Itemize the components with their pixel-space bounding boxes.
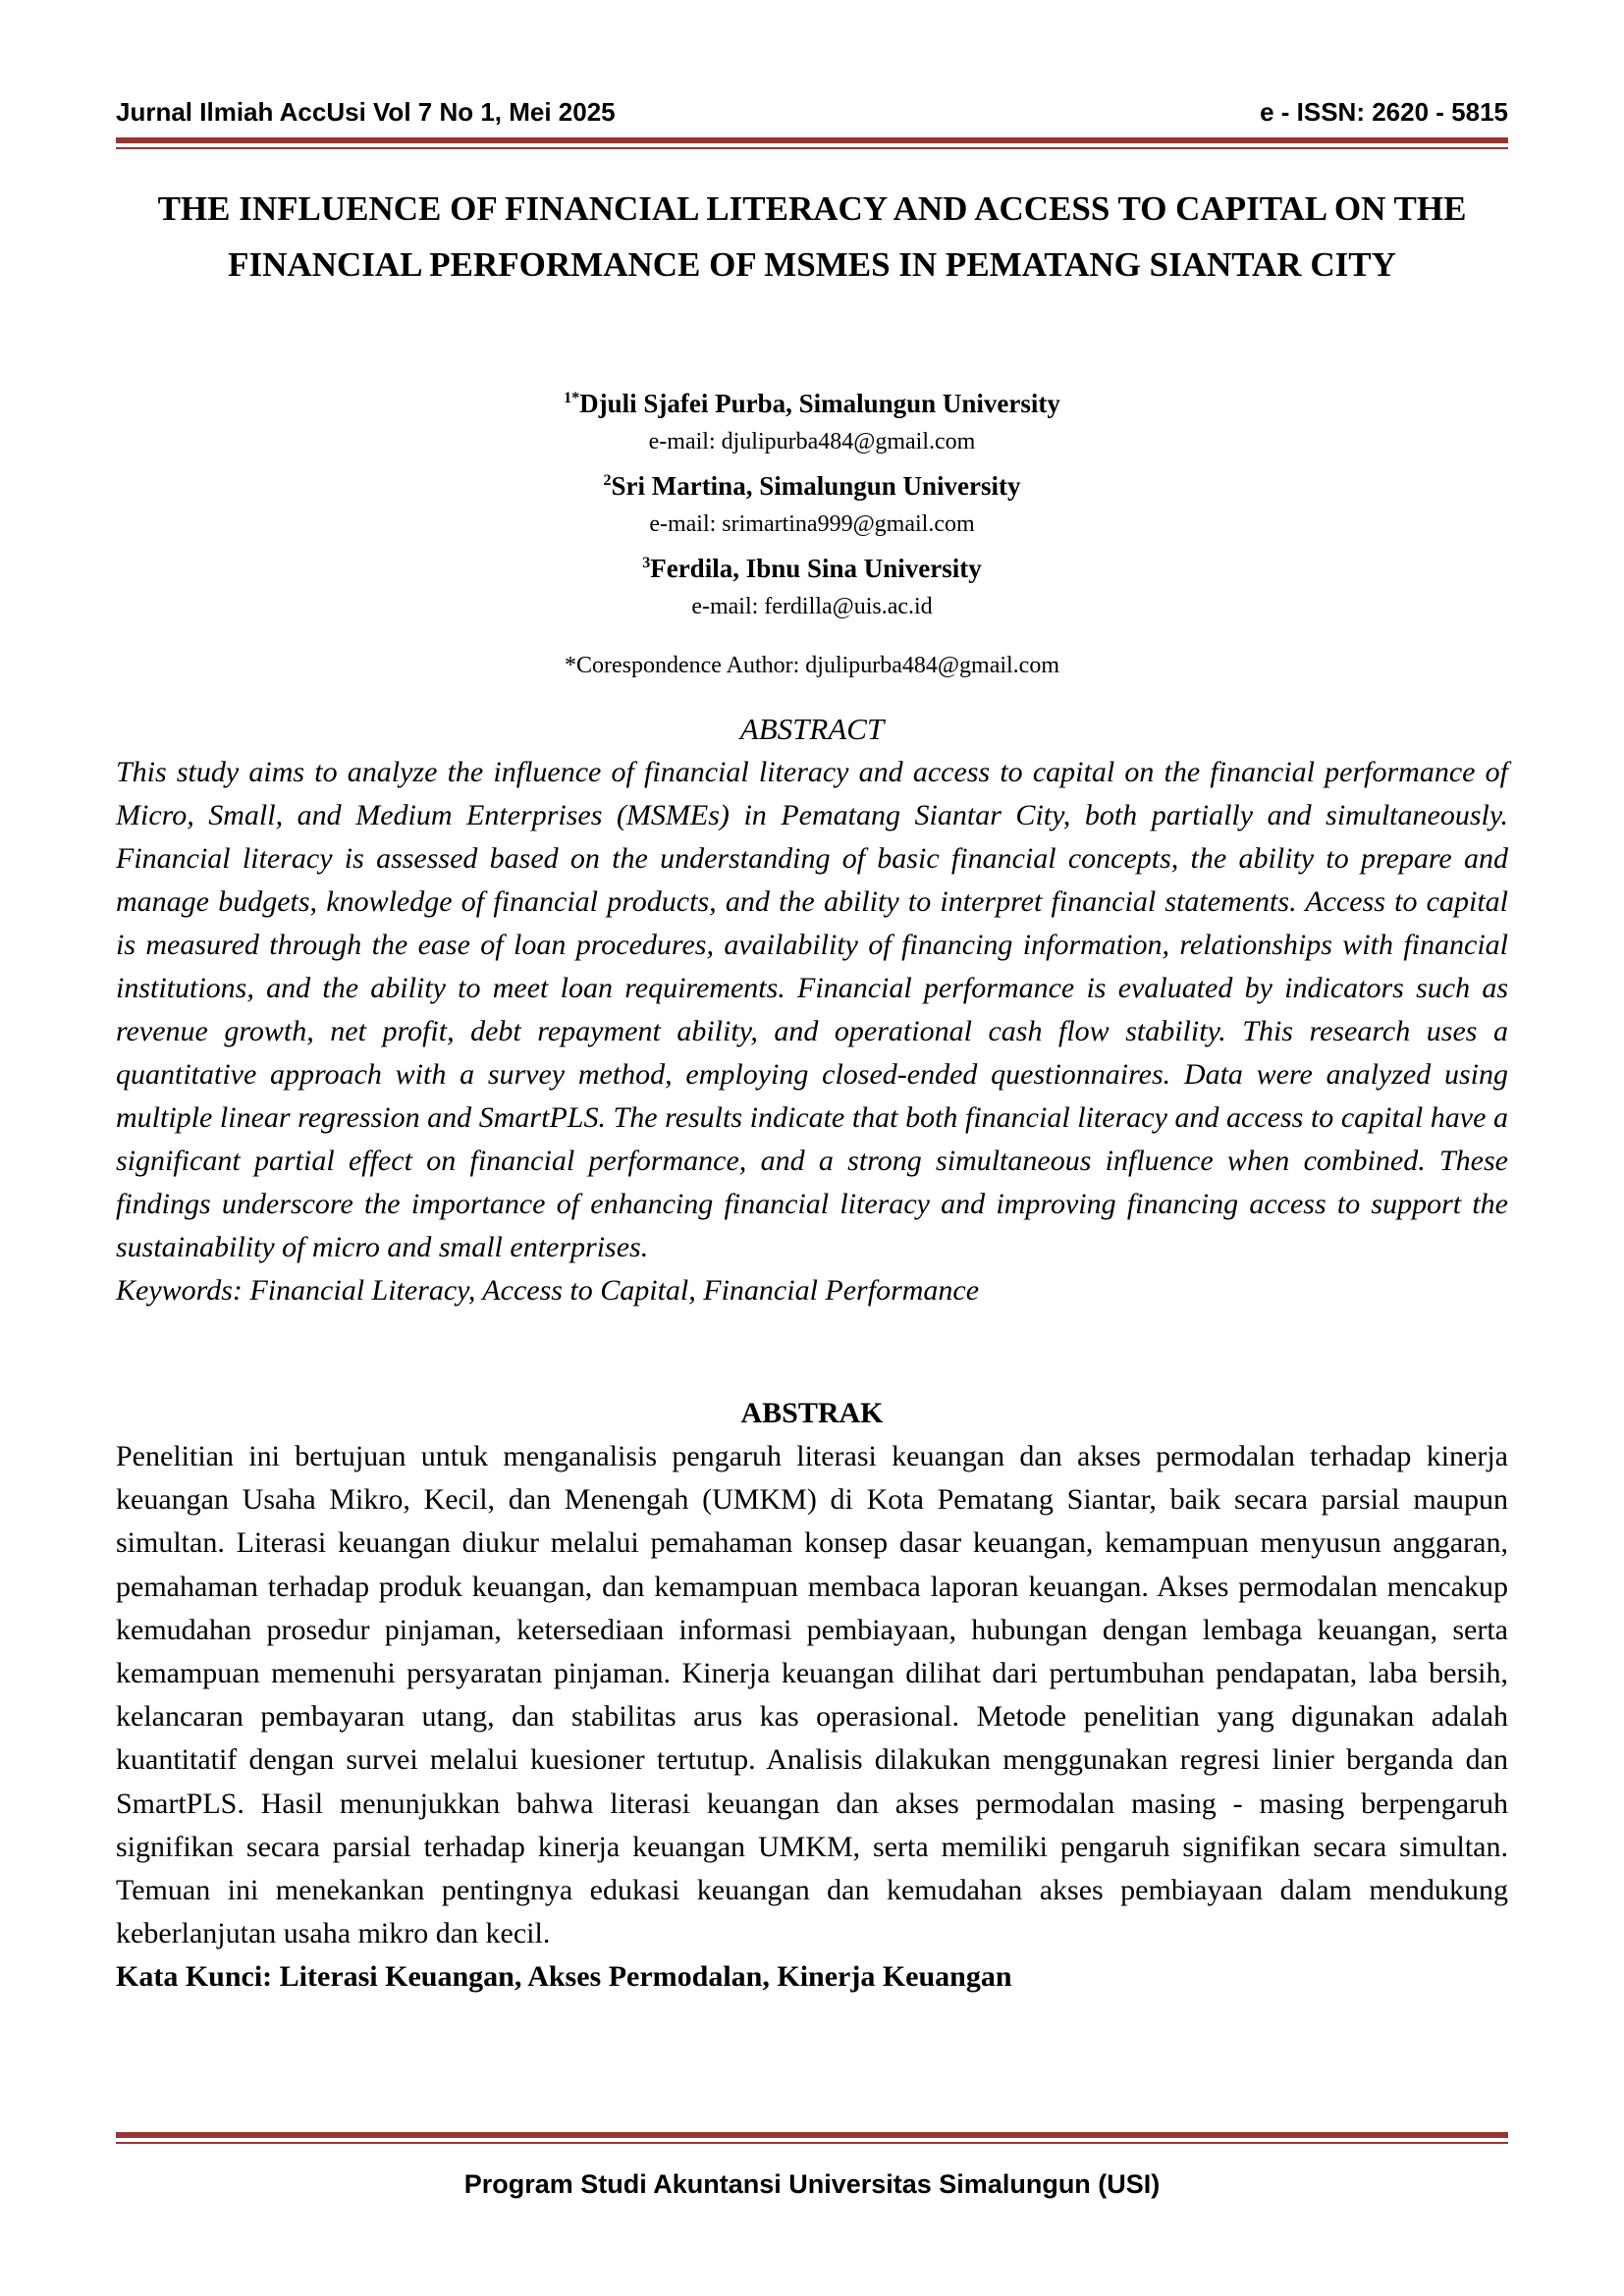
page-footer: Program Studi Akuntansi Universitas Simalungun (USI) [463, 2169, 1161, 2199]
footer-rule [116, 2132, 1508, 2138]
abstrak-keywords: Kata Kunci: Literasi Keuangan, Akses Permodalan, Kinerja Keuangan [116, 1960, 1012, 1994]
abstrak-heading: ABSTRAK [740, 1397, 884, 1429]
abstract-section [116, 751, 1508, 1312]
abstract-text: This study aims to analyze the influence of financial literacy and access to capital on the financial performance of Micro, Small, and Medium Enterprises (MSMEs) in Pematang Siantar City, both partially and simultaneously. Financial literacy is assessed based on the understanding of basic financial concepts, the ability to prepare and manage budgets, knowledge of financial products, and the ability to interpret financial statements. Access to capital is measured through the ease of loan procedures, availability of financing information, relationships with financial institutions, and the ability to meet loan requirements. Financial performance is evaluated by indicators such as revenue growth, net profit, debt repayment ability, and operational cash flow stability. This research uses a quantitative approach with a survey method, employing closed-ended questionnaires. Data were analyzed using multiple linear regression and SmartPLS. The results indicate that both financial literacy and access to capital have a significant partial effect on financial performance, and a strong simultaneous influence when combined. These findings underscore the importance of enhancing financial literacy and improving financing access to support the sustainability of micro and small enterprises. [116, 756, 1508, 1263]
author-email: e-mail: djulipurba484@gmail.com [648, 429, 976, 454]
abstract-keywords: Keywords: Financial Literacy, Access to Capital, Financial Performance [116, 1274, 980, 1307]
footer-rule-thin [116, 2142, 1508, 2144]
header-rule-thin [116, 147, 1508, 149]
author-name: $^{1*}$Djuli Sjafei Purba, Simalungun University [564, 389, 1060, 418]
abstrak-section [116, 1435, 1508, 2000]
running-header [116, 97, 1508, 128]
author-block [116, 379, 1508, 681]
abstract-heading: ABSTRACT [739, 712, 885, 746]
author-name: $^2$Sri Martina, Simalungun University [603, 471, 1021, 501]
correspondence-note: *Corespondence Author: djulipurba484@gmail.com [564, 653, 1059, 678]
author-email: e-mail: srimartina999@gmail.com [649, 511, 975, 537]
header-rule [116, 137, 1508, 143]
journal-name: Jurnal Ilmiah AccUsi Vol 7 No 1, Mei 2025 [116, 97, 616, 127]
author-email: e-mail: ferdilla@uis.ac.id [691, 594, 933, 619]
author-name: $^3$Ferdila, Ibnu Sina University [642, 554, 982, 583]
paper-title: THE INFLUENCE OF FINANCIAL LITERACY AND ACCESS TO CAPITAL ON THE FINANCIAL PERFORMANCE OF MSMES IN PEMATANG SIANTAR CITY [157, 189, 1467, 284]
abstrak-text: Penelitian ini bertujuan untuk menganalisis pengaruh literasi keuangan dan akses permodalan terhadap kinerja keuangan Usaha Mikro, Kecil, dan Menengah (UMKM) di Kota Pematang Siantar, baik secara parsial maupun simultan. Literasi keuangan diukur melalui pemahaman konsep dasar keuangan, kemampuan menyusun anggaran, pemahaman terhadap produk keuangan, dan kemampuan membaca laporan keuangan. Akses permodalan mencakup kemudahan prosedur pinjaman, ketersediaan informasi pembiayaan, hubungan dengan lembaga keuangan, serta kemampuan memenuhi persyaratan pinjaman. Kinerja keuangan dilihat dari pertumbuhan pendapatan, laba bersih, kelancaran pembayaran utang, dan stabilitas arus kas operasional. Metode penelitian yang digunakan adalah kuantitatif dengan survei melalui kuesioner tertutup. Analisis dilakukan menggunakan regresi linier berganda dan SmartPLS. Hasil menunjukkan bahwa literasi keuangan dan akses permodalan masing - masing berpengaruh signifikan secara parsial terhadap kinerja keuangan UMKM, serta memiliki pengaruh signifikan secara simultan. Temuan ini menekankan pentingnya edukasi keuangan dan kemudahan akses pembiayaan dalam mendukung keberlanjutan usaha mikro dan kecil. [116, 1440, 1508, 1950]
issn: e - ISSN: 2620 - 5815 [1260, 97, 1508, 127]
